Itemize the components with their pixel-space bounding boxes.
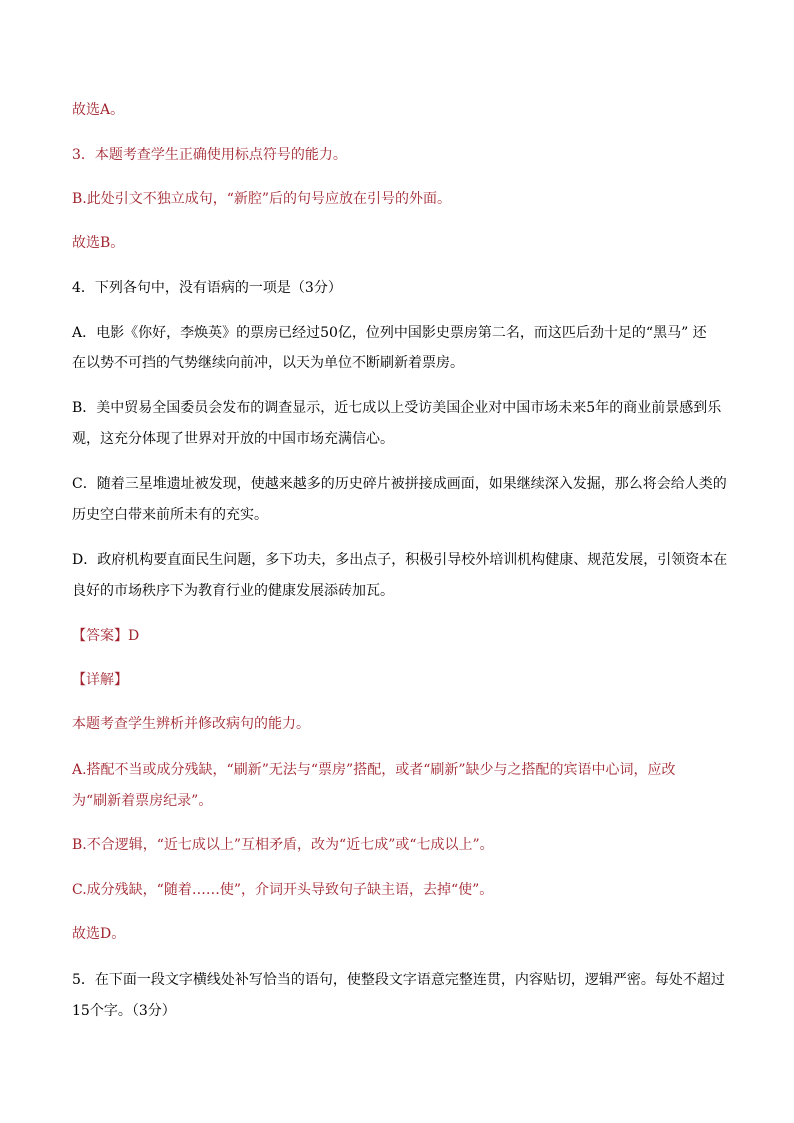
q3-explanation: 3．本题考查学生正确使用标点符号的能力。 [72,147,347,163]
q4-answer-choice: 故选D。 [72,926,126,942]
q4-question: 4．下列各句中，没有语病的一项是（3分） [72,280,342,296]
q5-question-line1: 5．在下面一段文字横线处补写恰当的语句，使整段文字语意完整连贯，内容贴切，逻辑严密。每处不超过 [72,972,725,988]
q4-option-a-line1: A．电影《你好，李焕英》的票房已经过50亿，位列中国影史票房第二名，而这匹后劲十足的“黑马” 还 [72,325,707,341]
q3-answer-choice: 故选B。 [72,235,125,251]
q4-option-b-line1: B．美中贸易全国委员会发布的调查显示，近七成以上受访美国企业对中国市场未来5年的商业前景感到乐 [72,400,722,416]
q3-option-b-explanation: B.此处引文不独立成句，“新腔”后的句号应放在引号的外面。 [72,191,452,207]
q4-option-c-line2: 历史空白带来前所未有的充实。 [72,507,268,523]
q4-detail-a-line1: A.搭配不当或成分残缺，“刷新”无法与“票房”搭配，或者“刷新”缺少与之搭配的宾语中心词，应改 [72,762,676,778]
q4-detail-intro: 本题考查学生辨析并修改病句的能力。 [72,716,310,732]
q4-detail-heading: 【详解】 [72,672,128,688]
q4-option-c-line1: C．随着三星堆遗址被发现，使越来越多的历史碎片被拼接成画面，如果继续深入发掘，那么将会给人类的 [72,476,727,492]
q4-option-a-line2: 在以势不可挡的气势继续向前冲，以天为单位不断刷新着票房。 [72,355,464,371]
q4-detail-a-line2: 为“刷新着票房纪录”。 [72,793,213,809]
answer-choice-prev: 故选A。 [72,102,125,118]
q4-answer: 【答案】D [72,628,140,644]
q5-question-line2: 15个字。（3分） [72,1003,176,1019]
q4-detail-b: B.不合逻辑，“近七成以上”互相矛盾，改为“近七成”或“七成以上”。 [72,837,494,853]
q4-option-d-line1: D．政府机构要直面民生问题，多下功夫，多出点子，积极引导校外培训机构健康、规范发展，引领资本在 [72,552,728,568]
q4-option-b-line2: 观，这充分体现了世界对开放的中国市场充满信心。 [72,431,394,447]
q4-detail-c: C.成分残缺，“随着……使”，介词开头导致句子缺主语，去掉“使”。 [72,882,494,898]
q4-option-d-line2: 良好的市场秩序下为教育行业的健康发展添砖加瓦。 [72,583,394,599]
